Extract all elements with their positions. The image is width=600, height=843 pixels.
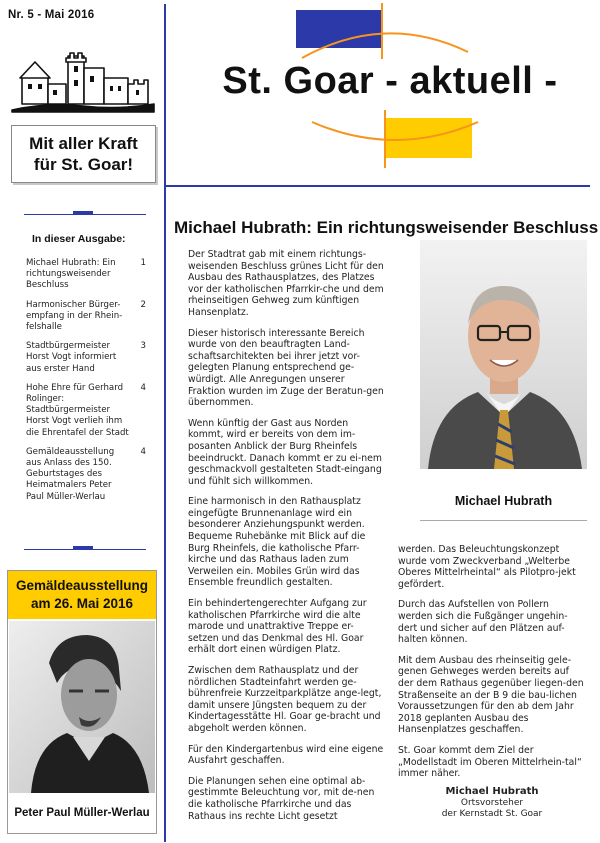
painter-photo [9,621,155,793]
table-of-contents [26,258,146,511]
vertical-divider [164,4,166,842]
toc-item-text: Stadtbürgermeister Horst Vogt informiert aus erster Hand [26,341,117,374]
motto-box [11,125,156,183]
toc-item[interactable] [26,341,146,375]
toc-title: In dieser Ausgabe: [32,233,126,245]
masthead-title: St. Goar - aktuell - [222,60,558,102]
issue-number: Nr. 5 - Mai 2016 [8,9,95,21]
article-paragraph: Die Planungen sehen eine optimal ab-gestimmte Beleuchtung vor, mit de-nen die katholische Pfarrkirche und das Rathaus ins rechte Licht gesetzt [188,775,375,822]
signature-name: Michael Hubrath [445,786,539,797]
toc-item-text: Harmonischer Bürger-empfang in der Rhein-felshalle [26,299,123,333]
article-paragraph: Dieser historisch interessante Bereich wurde von den beauftragten Land-schaftsarchitekten bei ihrer jetzt vor-gelegten Planung entsprechend ge-würdigt. Alle Anregungen unserer Fraktion wurden im Zuge der Beratun-gen übernommen. [188,327,384,409]
toc-item-text: Gemäldeausstellung aus Anlass des 150. Geburtstages des Heimatmalers Peter Paul Müller-Werlau [26,446,115,502]
toc-item[interactable] [26,300,146,334]
exhibition-header [8,571,156,619]
article-paragraph: Eine harmonisch in den Rathausplatz eingefügte Brunnenanlage wird ein besonderer Anziehungspunkt werden. Bequeme Ruhebänke mit Blick auf die Burg Rheinfels, die katholische Pfarr-kirche und das Rathaus laden zum Verweilen ein. Mobiles Grün wird das Ensemble freundlich gestalten. [188,496,366,589]
header-divider [164,185,590,187]
signature-role: Ortsvorsteher [460,797,524,808]
orange-arc-decor-2 [310,118,480,148]
author-signature [398,786,586,821]
motto-line-2: für St. Goar! [33,155,134,174]
article-paragraph: werden. Das Beleuchtungskonzept wurde vom Zweckverband „Welterbe Oberes Mittelrheintal“ als Pilotpro-jekt gefördert. [398,544,576,590]
article-paragraph: Wenn künftig der Gast aus Norden kommt, wird er bereits von dem im-posanten Anblick der Burg Rheinfels beeindruckt. Danach kommt er zu ei-nem geschmackvoll gestalteten Stadt-eingang und fühlt sich willkommen. [188,417,382,487]
article-column-left [188,249,384,831]
portrait-rule [420,520,587,521]
toc-item-page: 4 [140,382,146,393]
article-paragraph: St. Goar kommt dem Ziel der „Modellstadt im Oberen Mittelrhein-tal“ immer näher. [398,744,582,780]
orange-arc-decor [300,22,470,62]
signature-unit: der Kernstadt St. Goar [441,809,543,819]
article-paragraph: Zwischen dem Rathausplatz und der nördlichen Stadteinfahrt werden ge-bührenfreie Kurzzeitparkplätze ange-legt, damit unsere Jüngsten bequem zu der Kindertagesstätte Hl. Goar ge-bracht und abgeholt werden können. [188,665,382,734]
portrait-caption: Michael Hubrath [454,494,553,508]
toc-item[interactable] [26,447,146,503]
toc-item-page: 1 [140,258,146,268]
sidebar-dash-2 [73,546,93,550]
painter-caption: Peter Paul Müller-Werlau [14,807,150,819]
toc-item-text: Michael Hubrath: Ein richtungsweisender Beschluss [26,258,116,291]
toc-item-page: 4 [140,446,146,457]
toc-item[interactable] [26,258,146,292]
exhibition-box [7,570,157,834]
article-paragraph: Der Stadtrat gab mit einem richtungs-weisenden Beschluss grünes Licht für den Ausbau des Rathausplatzes, des Platzes vor der katholischen Pfarrkir-che und dem rheinseitigen Gehweg zum künftigen Hansenplatz. [188,249,384,318]
exhibition-date: am 26. Mai 2016 [30,596,134,611]
article-paragraph: Für den Kindergartenbus wird eine eigene Ausfahrt geschaffen. [188,743,384,767]
article-headline: Michael Hubrath: Ein richtungsweisender Beschluss [174,218,599,237]
exhibition-title: Gemäldeausstellung [15,578,149,593]
article-paragraph: Durch das Aufstellen von Pollern werden sich die Fußgänger ungehin-dert und sicher auf den Plätzen auf-halten können. [398,599,568,646]
motto-line-1: Mit aller Kraft [29,134,138,153]
sidebar-dash [73,211,93,215]
toc-item-text: Hohe Ehre für Gerhard Rolinger: Stadtbürgermeister Horst Vogt verlieh ihm die Ehrentafel der Stadt [26,382,129,438]
toc-item[interactable] [26,383,146,439]
castle-logo [8,48,158,114]
toc-item-page: 3 [140,341,146,352]
article-column-right [398,544,586,789]
article-paragraph: Ein behindertengerechter Aufgang zur katholischen Pfarrkirche wird die alte marode und unattraktive Treppe er-setzen und das Denkmal des Hl. Goar erhält dort einen würdigen Platz. [188,598,367,656]
author-portrait [420,240,587,469]
article-paragraph: Mit dem Ausbau des rheinseitig gele-genen Gehweges werden bereits auf der dem Rathaus gegenüber liegen-den Straßenseite an der B 9 die bau-lichen Voraussetzungen für den ab dem Jahr 2018 geplanten Ausbau des Hansenplatzes geschaffen. [398,654,584,736]
toc-item-page: 2 [140,299,146,310]
